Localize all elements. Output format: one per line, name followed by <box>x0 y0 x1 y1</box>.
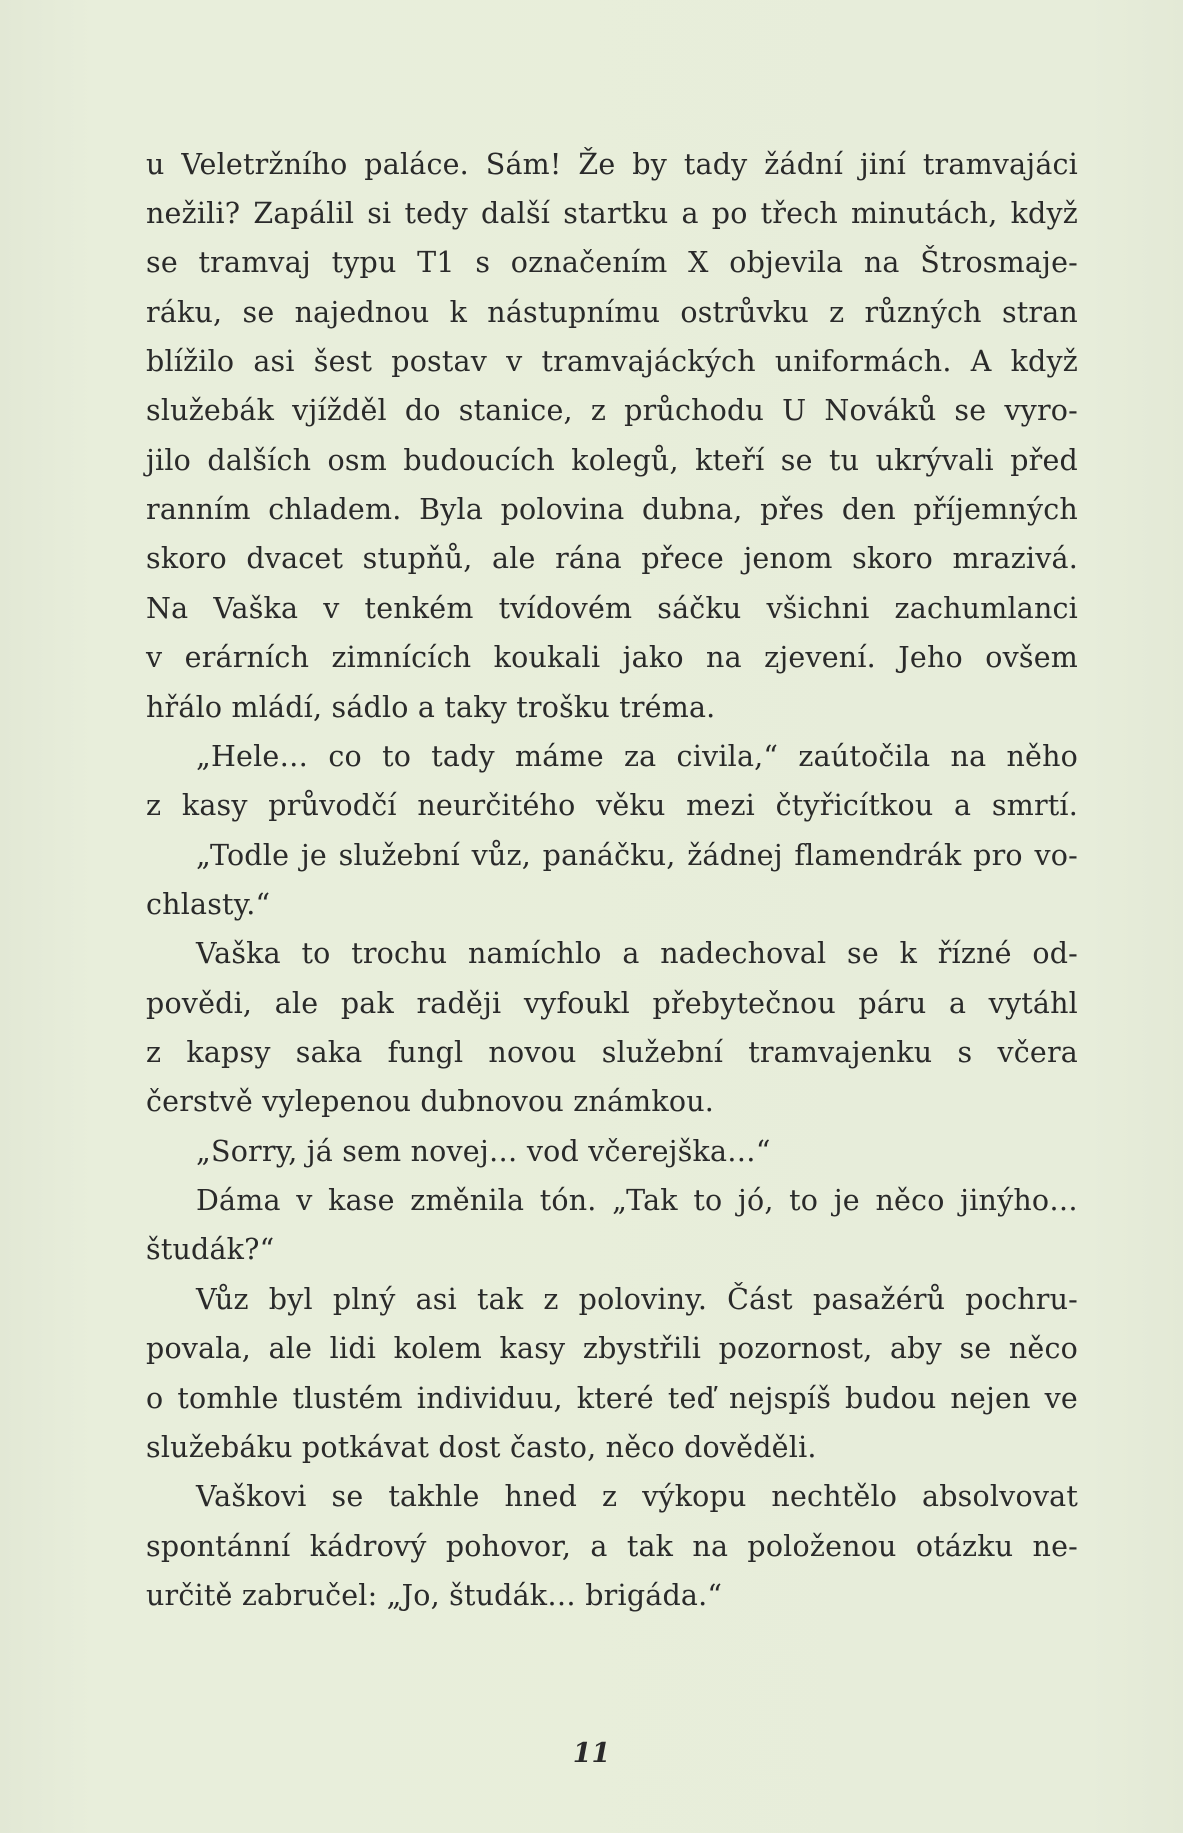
text-line: o tomhle tlustém individuu, které teď nejspíš budou nejen ve <box>146 1382 1078 1415</box>
page-number: 11 <box>572 1738 611 1769</box>
text-line: „Hele… co to tady máme za civila,“ zaútočila na něho <box>196 740 1078 773</box>
text-line: skoro dvacet stupňů, ale rána přece jenom skoro mrazivá. <box>146 542 1078 575</box>
text-line: se tramvaj typu T1 s označením X objevila na Štrosmaje- <box>146 246 1078 279</box>
text-line: Na Vaška v tenkém tvídovém sáčku všichni zachumlanci <box>146 592 1078 625</box>
text-line: ráku, se najednou k nástupnímu ostrůvku z různých stran <box>146 296 1078 329</box>
text-line: ranním chladem. Byla polovina dubna, přes den příjemných <box>146 493 1078 526</box>
text-line: Dáma v kase změnila tón. „Tak to jó, to je něco jinýho… <box>196 1184 1078 1217</box>
text-line: študák?“ <box>146 1233 275 1266</box>
text-line: spontánní kádrový pohovor, a tak na položenou otázku ne- <box>146 1530 1078 1563</box>
text-line: čerstvě vylepenou dubnovou známkou. <box>146 1085 715 1118</box>
text-line: Vaškovi se takhle hned z výkopu nechtělo absolvovat <box>196 1480 1078 1513</box>
text-line: určitě zabručel: „Jo, študák… brigáda.“ <box>146 1579 723 1612</box>
text-line: v erárních zimnících koukali jako na zjevení. Jeho ovšem <box>146 641 1078 674</box>
text-line: služebáku potkávat dost často, něco dověděli. <box>146 1431 817 1464</box>
text-line: z kasy průvodčí neurčitého věku mezi čtyřicítkou a smrtí. <box>146 789 1078 822</box>
text-line: blížilo asi šest postav v tramvajáckých uniformách. A když <box>146 345 1078 378</box>
text-line: povala, ale lidi kolem kasy zbystřili pozornost, aby se něco <box>146 1332 1078 1365</box>
text-line: povědi, ale pak raději vyfoukl přebytečnou páru a vytáhl <box>146 987 1078 1020</box>
text-line: Vaška to trochu namíchlo a nadechoval se k řízné od- <box>196 937 1078 970</box>
text-line: „Sorry, já sem novej… vod včerejška…“ <box>196 1135 771 1168</box>
text-line: služebák vjížděl do stanice, z průchodu U Nováků se vyro- <box>146 394 1078 427</box>
text-line: z kapsy saka fungl novou služební tramvajenku s včera <box>146 1036 1078 1069</box>
text-line: u Veletržního paláce. Sám! Že by tady žádní jiní tramvajáci <box>146 148 1078 181</box>
text-line: hřálo mládí, sádlo a taky trošku tréma. <box>146 691 716 724</box>
text-line: Vůz byl plný asi tak z poloviny. Část pasažérů pochru- <box>196 1283 1078 1316</box>
text-line: jilo dalších osm budoucích kolegů, kteří se tu ukrývali před <box>146 444 1078 477</box>
text-line: chlasty.“ <box>146 888 271 921</box>
text-line: „Todle je služební vůz, panáčku, žádnej flamendrák pro vo- <box>196 839 1078 872</box>
text-line: nežili? Zapálil si tedy další startku a po třech minutách, když <box>146 197 1078 230</box>
